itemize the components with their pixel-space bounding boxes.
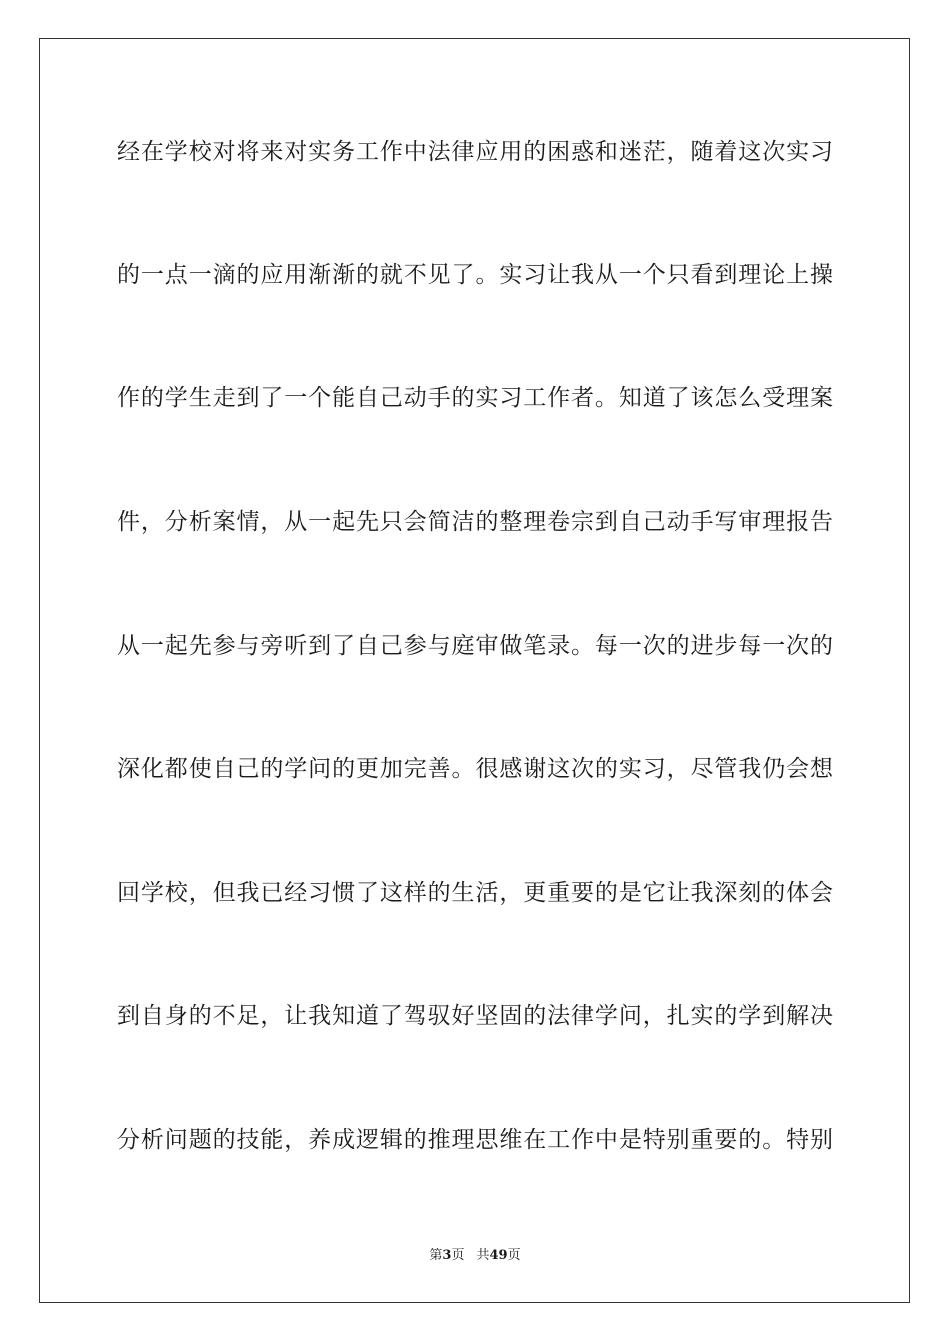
body-line-4: 件，分析案情，从一起先只会简洁的整理卷宗到自己动手写审理报告 — [117, 509, 833, 535]
total-suffix: 页 — [507, 1248, 521, 1263]
body-line-7: 回学校，但我已经习惯了这样的生活，更重要的是它让我深刻的体会 — [117, 880, 833, 906]
body-line-2: 的一点一滴的应用渐渐的就不见了。实习让我从一个只看到理论上操 — [117, 262, 833, 288]
body-line-1: 经在学校对将来对实务工作中法律应用的困惑和迷茫，随着这次实习 — [117, 139, 833, 165]
body-line-3: 作的学生走到了一个能自己动手的实习工作者。知道了该怎么受理案 — [117, 385, 833, 411]
body-line-9: 分析问题的技能，养成逻辑的推理思维在工作中是特别重要的。特别 — [117, 1127, 833, 1153]
body-line-8: 到自身的不足，让我知道了驾驭好坚固的法律学问，扎实的学到解决 — [117, 1003, 833, 1029]
body-line-6: 深化都使自己的学问的更加完善。很感谢这次的实习，尽管我仍会想 — [117, 756, 833, 782]
page-prefix: 第 — [429, 1248, 443, 1263]
page-footer — [0, 1246, 950, 1266]
total-prefix: 共 — [476, 1248, 490, 1263]
page-border — [39, 38, 910, 1303]
page-number: 3 — [442, 1248, 452, 1263]
page-suffix: 页 — [451, 1248, 465, 1263]
total-pages: 49 — [489, 1248, 508, 1263]
body-line-5: 从一起先参与旁听到了自己参与庭审做笔录。每一次的进步每一次的 — [117, 633, 833, 659]
